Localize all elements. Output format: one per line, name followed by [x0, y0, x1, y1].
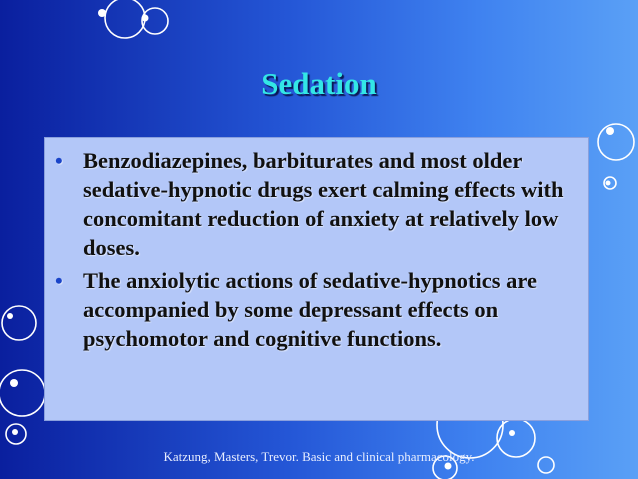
bullet-text: The anxiolytic actions of sedative-hypnotics are accompanied by some depressant effects on psychomotor and cognitive functions. — [83, 268, 537, 351]
bubble-icon — [12, 429, 18, 435]
bullet-item — [55, 266, 582, 353]
bubble-icon — [98, 9, 106, 17]
slide-title: Sedation — [261, 66, 377, 101]
bubble-icon — [7, 313, 13, 319]
bubble-icon — [606, 181, 611, 186]
bubble-icon — [598, 124, 634, 160]
bubble-icon — [105, 0, 145, 38]
citation: Katzung, Masters, Trevor. Basic and clinical pharmacology. — [163, 449, 475, 464]
bullet-icon: • — [55, 148, 63, 173]
bullet-list — [45, 138, 588, 353]
bullet-item — [55, 146, 582, 262]
bubble-icon — [2, 306, 36, 340]
bullet-text: Benzodiazepines, barbiturates and most older sedative-hypnotic drugs exert calming effects with concomitant reduction of anxiety at relatively low doses. — [83, 148, 564, 260]
bubble-icon — [10, 379, 18, 387]
bullet-icon: • — [55, 268, 63, 293]
bubble-icon — [142, 15, 149, 22]
bubble-icon — [0, 370, 45, 416]
content-box — [44, 137, 589, 421]
bubble-icon — [606, 127, 614, 135]
bubble-icon — [509, 430, 515, 436]
